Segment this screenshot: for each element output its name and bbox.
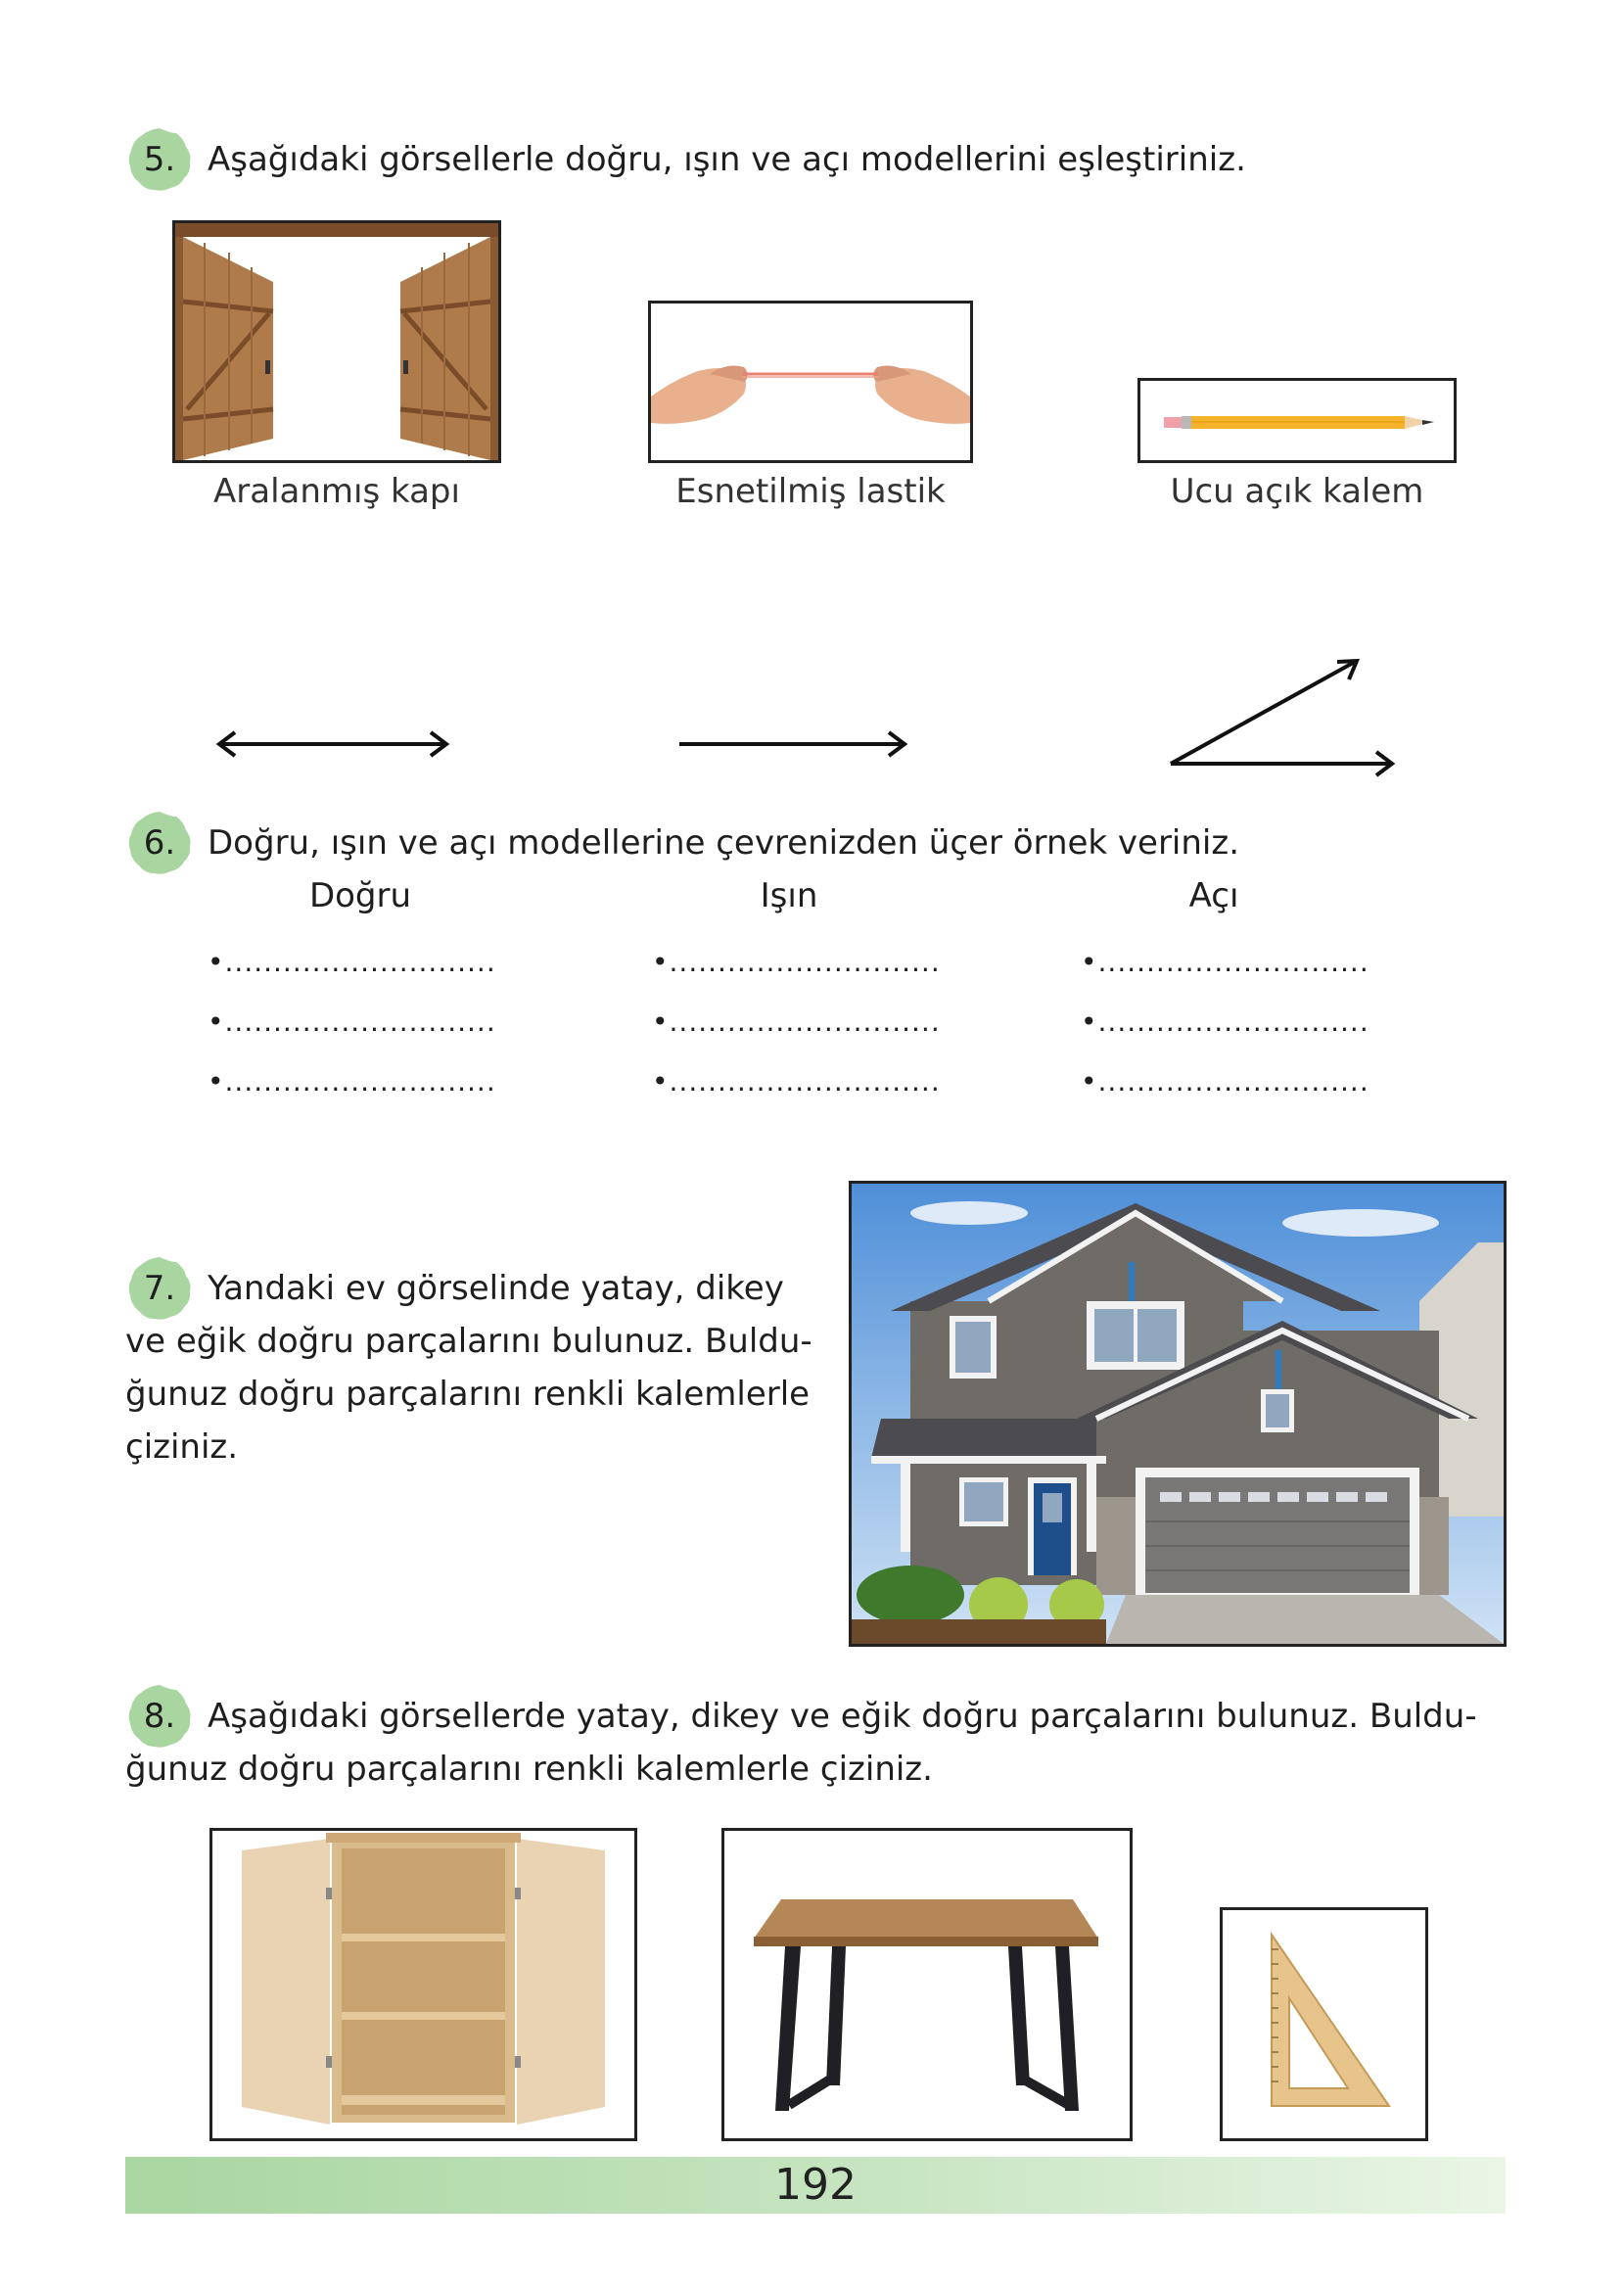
question-7-number: 7. <box>143 1269 176 1308</box>
answer-line[interactable]: •............................ <box>1081 1065 1369 1098</box>
open-door-image <box>172 220 501 463</box>
question-6-text: Doğru, ışın ve açı modellerine çevrenizden üçer örnek veriniz. <box>208 823 1240 863</box>
question-7-line-4: çiziniz. <box>125 1427 239 1467</box>
table-image <box>721 1828 1133 2141</box>
question-6-badge <box>125 809 194 877</box>
cabinet-image <box>209 1828 637 2141</box>
stretched-rubber-band-image <box>648 301 973 463</box>
ray-model-icon[interactable] <box>675 725 910 764</box>
angle-model-icon[interactable] <box>1163 650 1398 781</box>
question-7-line-3: ğunuz doğru parçalarını renkli kalemlerle <box>125 1375 811 1414</box>
sharpened-pencil-image <box>1137 378 1457 463</box>
column-header-angle: Açı <box>1188 876 1239 915</box>
question-6-number: 6. <box>143 823 176 863</box>
pencil-caption: Ucu açık kalem <box>1170 472 1424 511</box>
answer-line[interactable]: •............................ <box>652 1005 941 1038</box>
house-image <box>849 1181 1507 1647</box>
answer-line[interactable]: •............................ <box>208 1005 496 1038</box>
question-8-line-2: ğunuz doğru parçalarını renkli kalemlerle çiziniz. <box>125 1750 933 1789</box>
page-footer-bar <box>125 2157 1506 2214</box>
answer-line[interactable]: •............................ <box>208 946 496 978</box>
set-square-image <box>1220 1907 1428 2141</box>
answer-line[interactable]: •............................ <box>1081 1005 1369 1038</box>
answer-line[interactable]: •............................ <box>208 1065 496 1098</box>
column-header-line: Doğru <box>308 876 412 915</box>
question-5-text: Aşağıdaki görsellerle doğru, ışın ve açı modellerini eşleştiriniz. <box>208 140 1246 179</box>
question-5-badge <box>125 125 194 194</box>
question-8-number: 8. <box>143 1697 176 1736</box>
door-caption: Aralanmış kapı <box>213 472 460 511</box>
question-8-badge <box>125 1682 194 1751</box>
question-5-number: 5. <box>143 140 176 179</box>
column-header-ray: Işın <box>760 876 818 915</box>
answer-line[interactable]: •............................ <box>652 946 941 978</box>
question-7-badge <box>125 1254 194 1323</box>
question-7-line-2: ve eğik doğru parçalarını bulunuz. Buldu- <box>125 1322 812 1361</box>
answer-line[interactable]: •............................ <box>652 1065 941 1098</box>
question-7-line-1: Yandaki ev görselinde yatay, dikey <box>208 1269 784 1308</box>
answer-line[interactable]: •............................ <box>1081 946 1369 978</box>
page-number: 192 <box>774 2160 857 2210</box>
question-8-line-1: Aşağıdaki görsellerde yatay, dikey ve eğik doğru parçalarını bulunuz. Buldu- <box>208 1697 1477 1736</box>
line-model-icon[interactable] <box>213 725 452 764</box>
rubber-band-caption: Esnetilmiş lastik <box>675 472 946 511</box>
